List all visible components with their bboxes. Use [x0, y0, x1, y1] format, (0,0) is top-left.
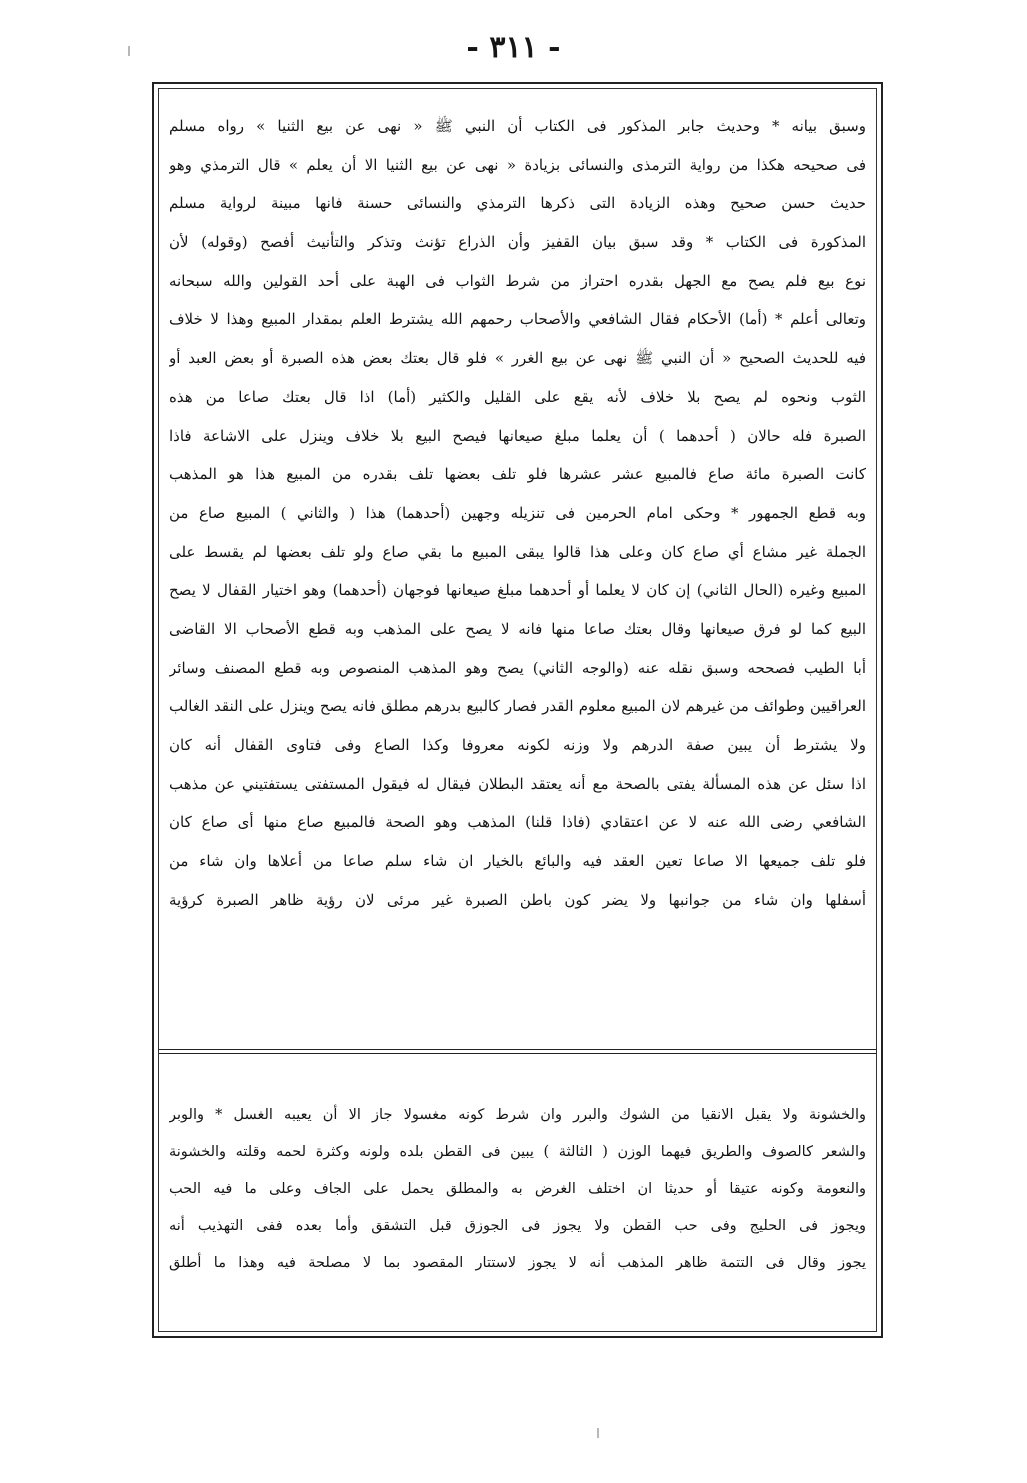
main-text-line: البيع كما لو فرق صيعانها وقال بعتك صاعا منها فانه لا يصح على المذهب وبه قطع الأصحاب الا القاضى [169, 619, 866, 638]
scan-speck [128, 46, 130, 56]
main-text-line: العراقيين وطوائف من غيرهم لان المبيع معلوم القدر فصار كالبيع بدرهم مطلق فانه يصح وينزل على النقد الغالب [169, 697, 866, 716]
main-text-line: ولا يشترط أن يبين صفة الدرهم ولا وزنه لكونه معروفا وكذا الصاع وفى فتاوى القفال أنه كان [169, 736, 866, 754]
main-text-line: وبه قطع الجمهور * وحكى امام الحرمين فى تنزيله وجهين (أحدهما) هذا ( والثاني ) المبيع صاع من [169, 503, 866, 522]
main-text-line: أبا الطيب فصححه وسبق نقله عنه (والوجه الثاني) يصح وهو المذهب المنصوص وبه قطع المصنف وسائر [169, 658, 866, 677]
main-text-line: كانت الصبرة مائة صاع فالمبيع عشر عشرها فلو تلف بعضها تلف بقدره من المبيع هذا هو المذهب [169, 465, 866, 484]
footnote-divider [159, 1049, 876, 1050]
footnote-text-block [169, 1097, 866, 1282]
main-text-line: نوع بيع فلم يصح مع الجهل بقدره احتراز من شرط الثواب فى الهبة على أحد القولين والله سبحانه [169, 271, 866, 290]
main-text-line: وتعالى أعلم * (أما) الأحكام فقال الشافعي والأصحاب رحمهم الله يشترط العلم بمقدار المبيع وهذا لا خلاف [169, 310, 866, 329]
page-frame-inner-border [158, 88, 877, 1332]
main-text-line: أسفلها وان شاء من جوانبها ولا يضر كون باطن الصبرة غير مرئى لان رؤية ظاهر الصبرة كرؤية [169, 890, 866, 909]
main-text-line: حديث حسن صحيح وهذه الزيادة التى ذكرها الترمذي والنسائى حسنة فانها مبينة لرواية مسلم [169, 194, 866, 213]
footnote-divider-double [159, 1053, 876, 1054]
footnote-line: يجوز وقال فى التتمة ظاهر المذهب أنه لا يجوز لاستتار المقصود بما لا مصلحة فيه وهذا ما أطلق [169, 1255, 866, 1271]
main-text-line: الثوب ونحوه لم يصح بلا خلاف لأنه يقع على القليل والكثير (أما) اذا قال بعتك صاعا من هذه [169, 387, 866, 406]
main-text-line: اذا سئل عن هذه المسألة يفتى بالصحة مع أنه يعتقد البطلان فيقال له فيقول المستفتى يستفتيني عن مذهب [169, 774, 866, 793]
page-number: - ٣١١ - [466, 30, 561, 65]
footnote-line: والشعر كالصوف والطريق فيهما الوزن ( الثالثة ) يبين فى القطن بلده ولونه وكثرة لحمه وقلته والخشونة [169, 1144, 866, 1160]
main-text-line: فيه للحديث الصحيح « أن النبي ﷺ نهى عن بيع الغرر » فلو قال بعتك بعض هذه الصبرة أو بعض العبد أو [169, 349, 866, 368]
main-text-block [169, 107, 866, 919]
main-text-line: الجملة غير مشاع أي صاع كان وعلى هذا قالوا يبقى المبيع ما بقي صاع ولو تلف بعضها لم يقسط على [169, 542, 866, 561]
main-text-line: فى صحيحه هكذا من رواية الترمذى والنسائى بزيادة « نهى عن بيع الثنيا الا أن يعلم » قال الترمذي وهو [169, 155, 866, 174]
main-text-line: المبيع وغيره (الحال الثاني) إن كان لا يعلما أو أحدهما مبلغ صيعانها فوجهان (أحدهما) وهو اختيار القفال لا يصح [169, 581, 866, 600]
main-text-line: وسبق بيانه * وحديث جابر المذكور فى الكتاب أن النبي ﷺ « نهى عن بيع الثنيا » رواه مسلم [169, 117, 866, 135]
page-frame [152, 82, 883, 1338]
main-text-line: الصبرة فله حالان ( أحدهما ) أن يعلما مبلغ صيعانها فيصح البيع بلا خلاف وينزل على الاشاعة فاذا [169, 426, 866, 445]
scan-speck [597, 1428, 599, 1438]
main-text-line: الشافعي رضى الله عنه لا عن اعتقادي (فاذا قلنا) المذهب وهو الصحة فالمبيع صاع منها أى صاع كان [169, 813, 866, 832]
main-text-line: المذكورة فى الكتاب * وقد سبق بيان القفيز وأن الذراع تؤنث وتذكر والتأنيث أفصح (وقوله) لأن [169, 233, 866, 252]
footnote-line: ويجوز فى الحليج وفى حب القطن ولا يجوز فى الجوزق قبل التشقق وأما بعده ففى التهذيب أنه [169, 1218, 866, 1234]
main-text-line: فلو تلف جميعها الا صاعا تعين العقد فيه والبائع بالخيار ان شاء سلم صاعا من أعلاها وان شاء من [169, 852, 866, 871]
footnote-line: والنعومة وكونه عتيقا أو حديثا ان اختلف الغرض به والمطلق يحمل على الجاف وعلى ما فيه الحب [169, 1181, 866, 1197]
footnote-line: والخشونة ولا يقبل الانقيا من الشوك والبرر وان شرط كونه مغسولا جاز الا أن يعيبه الغسل * والوبر [169, 1107, 866, 1123]
